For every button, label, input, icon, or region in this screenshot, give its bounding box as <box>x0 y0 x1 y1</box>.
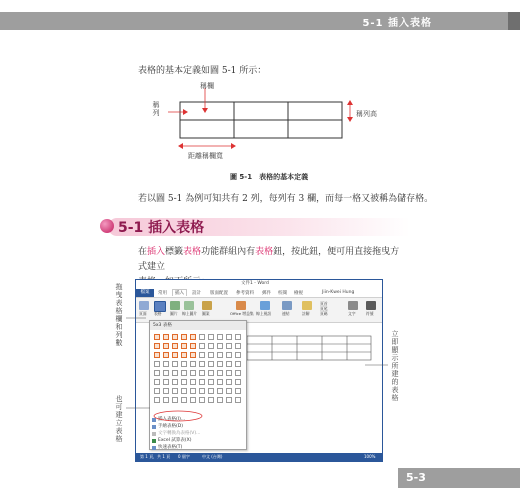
status-page: 第 1 頁，共 1 頁 <box>140 454 171 459</box>
ribbon-pages-label: 頁面 <box>139 311 147 316</box>
menu-item-insert-table[interactable]: 插入表格(I)... <box>158 417 186 422</box>
menu-item-excel[interactable]: Excel 試算表(X) <box>158 438 192 443</box>
highlight-table-group: 表格 <box>183 247 202 257</box>
row-label: 稱列 <box>152 101 160 117</box>
grid-size-header: 5x3 表格 <box>150 321 246 330</box>
ribbon-online-picture-label: 線上圖片 <box>182 311 198 316</box>
annotation-drag-rows-cols: 拖曳表格欄和列數 <box>115 283 123 347</box>
ribbon-addin-label: Office 增益集 <box>230 311 254 316</box>
tab-home[interactable]: 常用 <box>158 291 167 296</box>
annotation-instant-preview: 立即顯示所建的表格 <box>391 330 399 402</box>
tab-references[interactable]: 參考資料 <box>236 291 254 296</box>
tab-layout[interactable]: 版面配置 <box>210 291 228 296</box>
ribbon-text-label: 文字 <box>348 311 356 316</box>
ribbon-video-label: 線上視訊 <box>256 311 272 316</box>
word-window-title: 文件1 - Word <box>241 281 269 286</box>
ribbon-pagenum-label[interactable]: 頁碼 <box>320 311 328 316</box>
status-words: 0 個字 <box>178 454 190 459</box>
user-name: Jiin-Kwei Hung <box>322 290 355 295</box>
ribbon-header-label[interactable]: 頁首 <box>320 301 328 306</box>
menu-item-draw-table[interactable]: 手繪表格(D) <box>158 424 183 429</box>
section-title: 5-1 插入表格 <box>118 220 205 236</box>
menu-item-quick-tables[interactable]: 快速表格(T) <box>158 445 183 450</box>
row-height-label: 稱列高 <box>356 110 377 118</box>
status-zoom: 100% <box>364 454 376 459</box>
ribbon-footer-label[interactable]: 頁尾 <box>320 306 328 311</box>
figure-caption: 圖 5-1 表格的基本定義 <box>230 173 309 181</box>
status-language: 中文 (台灣) <box>202 454 223 459</box>
header-section-title: 5-1 插入表格 <box>362 18 432 29</box>
annotation-also-create: 也可建立表格 <box>115 395 123 443</box>
highlight-table-button: 表格 <box>255 247 274 257</box>
page-number-tab <box>398 468 520 488</box>
intro-text: 表格的基本定義如圖 5-1 所示： <box>138 66 267 76</box>
ribbon-table-label: 表格 <box>154 311 162 316</box>
tab-file[interactable]: 檔案 <box>136 289 154 297</box>
tab-insert[interactable]: 插入 <box>172 289 187 296</box>
col-width-label: 距離稱欄寬 <box>188 152 223 160</box>
ribbon-shapes-label: 圖案 <box>202 311 210 316</box>
ribbon-symbol-label: 符號 <box>366 311 374 316</box>
menu-item-convert-text[interactable]: 文字轉換為表格(V)... <box>158 431 201 436</box>
page-number: 5-3 <box>406 471 426 484</box>
col-label: 稱欄 <box>200 82 214 90</box>
highlight-insert: 插入 <box>147 247 166 257</box>
tab-review[interactable]: 校閱 <box>278 291 287 296</box>
tab-mailings[interactable]: 郵件 <box>262 291 271 296</box>
ribbon-comment-label: 註解 <box>302 311 310 316</box>
tab-view[interactable]: 檢視 <box>294 291 303 296</box>
tab-design[interactable]: 設計 <box>192 291 201 296</box>
ribbon-picture-label: 圖片 <box>170 311 178 316</box>
ribbon-links-label: 連結 <box>282 311 290 316</box>
paragraph-grid-explanation: 若以圖 5-1 為例可知共有 2 列，每列有 3 欄，而每一格又被稱為儲存格。 <box>138 194 434 204</box>
paragraph-insert-table: 在插入標籤表格功能群組內有表格鈕，按此鈕，便可用直接拖曳方式建立 <box>138 247 400 272</box>
